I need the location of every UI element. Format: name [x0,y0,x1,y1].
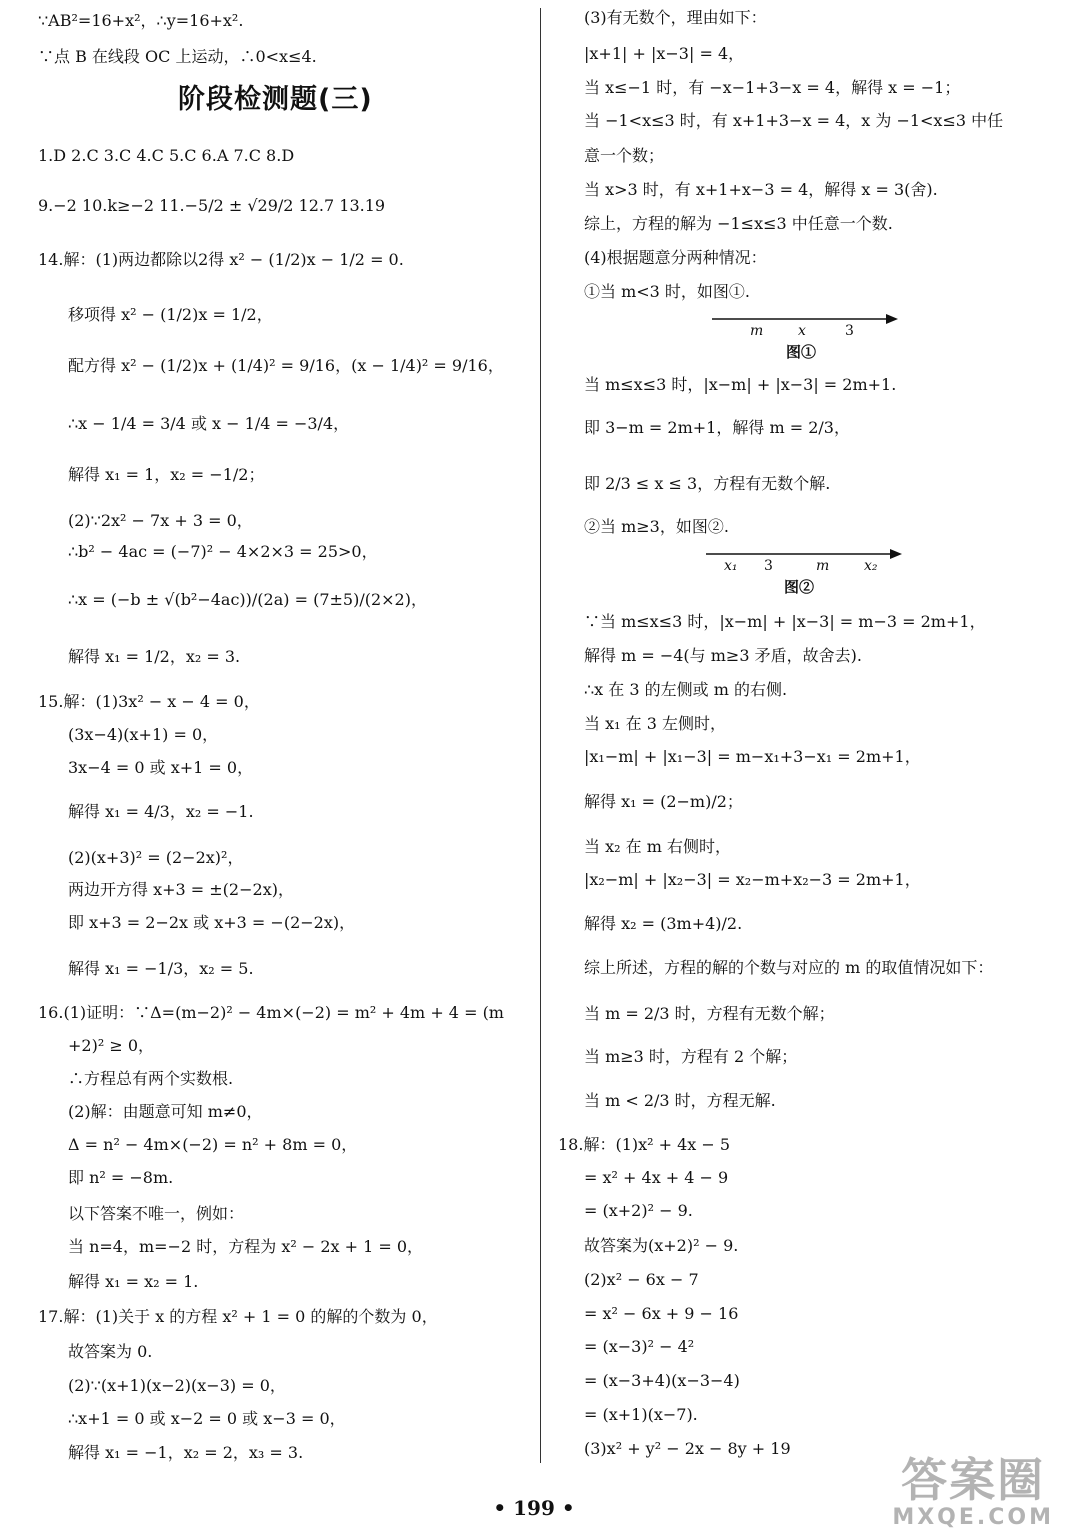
text-line: 即 x+3 = 2−2x 或 x+3 = −(2−2x)， [68,913,356,932]
text-line: 9.−2 10.k≥−2 11.−5/2 ± √29/2 12.7 13.19 [38,196,386,215]
text-line: (3)x² + y² − 2x − 8y + 19 [584,1439,791,1458]
text-line: 即 2/3 ≤ x ≤ 3，方程有无数个解. [584,474,831,493]
text-line: 当 m < 2/3 时，方程无解. [584,1091,776,1110]
fig2-label-3: 3 [764,558,773,574]
text-line: = (x+2)² − 9. [584,1201,693,1220]
text-line: 当 −1<x≤3 时，有 x+1+3−x = 4，x 为 −1<x≤3 中任 [584,111,1004,130]
fig2-label-x2: x₂ [864,558,878,574]
text-line: 两边开方得 x+3 = ±(2−2x)， [68,880,294,899]
text-line: 3x−4 = 0 或 x+1 = 0， [68,758,254,777]
text-line: |x₂−m| + |x₂−3| = x₂−m+x₂−3 = 2m+1， [584,870,921,889]
text-line: 即 n² = −8m. [68,1168,174,1187]
text-line: ∵点 B 在线段 OC 上运动，∴0<x≤4. [38,47,317,66]
text-line: = x² − 6x + 9 − 16 [584,1304,739,1323]
fig1-label-3: 3 [845,323,854,339]
watermark [892,1455,1054,1530]
text-line: = (x+1)(x−7). [584,1405,698,1424]
text-line: 当 m≤x≤3 时，|x−m| + |x−3| = 2m+1. [584,375,897,394]
text-line: (4)根据题意分两种情况： [584,248,767,267]
text-line: |x+1| + |x−3| = 4， [584,44,745,63]
text-line: +2)² ≥ 0， [68,1036,155,1055]
text-line: = (x−3)² − 4² [584,1337,695,1356]
text-line: 16.(1)证明：∵Δ=(m−2)² − 4m×(−2) = m² + 4m + 4 = (m [38,1003,504,1022]
text-line: (2)(x+3)² = (2−2x)²， [68,848,244,867]
text-line: 18.解：(1)x² + 4x − 5 [558,1135,731,1154]
text-line: 解得 x₁ = 1，x₂ = −1/2； [68,465,265,484]
text-line: (3)有无数个，理由如下： [584,8,767,27]
text-line: 当 m≥3 时，方程有 2 个解； [584,1047,798,1066]
text-line: ∵AB²=16+x²，∴y=16+x². [38,11,244,30]
text-line: = x² + 4x + 4 − 9 [584,1168,729,1187]
text-line: 配方得 x² − (1/2)x + (1/4)² = 9/16，(x − 1/4)² = 9/16， [68,356,504,375]
text-line: 以下答案不唯一，例如： [68,1204,245,1223]
text-line: 综上所述，方程的解的个数与对应的 m 的取值情况如下： [584,958,994,977]
text-line: 15.解：(1)3x² − x − 4 = 0， [38,692,260,711]
text-line: ∴x − 1/4 = 3/4 或 x − 1/4 = −3/4， [68,414,350,433]
text-line: (2)∵2x² − 7x + 3 = 0， [68,511,253,530]
text-line: 17.解：(1)关于 x 的方程 x² + 1 = 0 的解的个数为 0， [38,1307,438,1326]
text-line: 移项得 x² − (1/2)x = 1/2， [68,305,273,324]
figure-1 [708,306,898,362]
text-line: 当 x₂ 在 m 右侧时， [584,837,731,856]
fig1-label-m: m [750,323,764,339]
text-line: 解得 x₁ = (2−m)/2； [584,792,743,811]
text-line: |x₁−m| + |x₁−3| = m−x₁+3−x₁ = 2m+1， [584,747,921,766]
section-title: 阶段检测题(三) [178,84,373,115]
fig1-label-x: x [798,323,806,339]
text-line: = (x−3+4)(x−3−4) [584,1371,740,1390]
text-line: (3x−4)(x+1) = 0， [68,725,219,744]
watermark-logo: 答案圈 [901,1453,1046,1507]
text-line: 综上，方程的解为 −1≤x≤3 中任意一个数. [584,214,893,233]
text-line: ∴x+1 = 0 或 x−2 = 0 或 x−3 = 0， [68,1409,346,1428]
watermark-url: MXQE.COM [892,1505,1054,1530]
text-line: 解得 x₁ = −1/3，x₂ = 5. [68,959,254,978]
text-line: 1.D 2.C 3.C 4.C 5.C 6.A 7.C 8.D [38,146,295,165]
text-line: 意一个数； [584,146,665,165]
text-line: (2)解：由题意可知 m≠0， [68,1102,263,1121]
column-divider [540,8,541,1463]
text-line: 解得 x₁ = 1/2，x₂ = 3. [68,647,241,666]
text-line: 14.解：(1)两边都除以2得 x² − (1/2)x − 1/2 = 0. [38,250,404,269]
fig1-caption: 图① [786,343,817,361]
text-line: 解得 x₂ = (3m+4)/2. [584,914,743,933]
text-line: 解得 x₁ = −1，x₂ = 2，x₃ = 3. [68,1443,304,1462]
text-line: (2)∵(x+1)(x−2)(x−3) = 0， [68,1376,286,1395]
figure-2 [702,543,902,599]
text-line: 当 x₁ 在 3 左侧时， [584,714,726,733]
text-line: ∴b² − 4ac = (−7)² − 4×2×3 = 25>0， [68,542,378,561]
text-line: 故答案为(x+2)² − 9. [584,1236,739,1255]
text-line: ∴x = (−b ± √(b²−4ac))/(2a) = (7±5)/(2×2)， [68,590,427,609]
text-line: 故答案为 0. [68,1342,153,1361]
text-line: 当 x≤−1 时，有 −x−1+3−x = 4，解得 x = −1； [584,78,961,97]
text-line: 当 x>3 时，有 x+1+x−3 = 4，解得 x = 3(舍). [584,180,938,199]
text-line: 解得 m = −4(与 m≥3 矛盾，故舍去). [584,646,862,665]
text-line: 解得 x₁ = 4/3，x₂ = −1. [68,802,254,821]
fig2-label-x1: x₁ [724,558,738,574]
text-line: ①当 m<3 时，如图①. [584,282,751,301]
fig2-label-m: m [816,558,830,574]
text-line: ∴方程总有两个实数根. [68,1069,234,1088]
text-line: 解得 x₁ = x₂ = 1. [68,1272,199,1291]
text-line: (2)x² − 6x − 7 [584,1270,699,1289]
text-line: ∴x 在 3 的左侧或 m 的右侧. [584,680,788,699]
text-line: 即 3−m = 2m+1，解得 m = 2/3， [584,418,850,437]
page-number: • 199 • [493,1496,575,1520]
text-line: 当 n=4，m=−2 时，方程为 x² − 2x + 1 = 0， [68,1237,424,1256]
text-line: Δ = n² − 4m×(−2) = n² + 8m = 0， [68,1135,358,1154]
text-line: ②当 m≥3，如图②. [584,517,729,536]
text-line: 当 m = 2/3 时，方程有无数个解； [584,1004,835,1023]
text-line: ∵当 m≤x≤3 时，|x−m| + |x−3| = m−3 = 2m+1， [584,612,986,631]
fig2-caption: 图② [784,578,815,596]
